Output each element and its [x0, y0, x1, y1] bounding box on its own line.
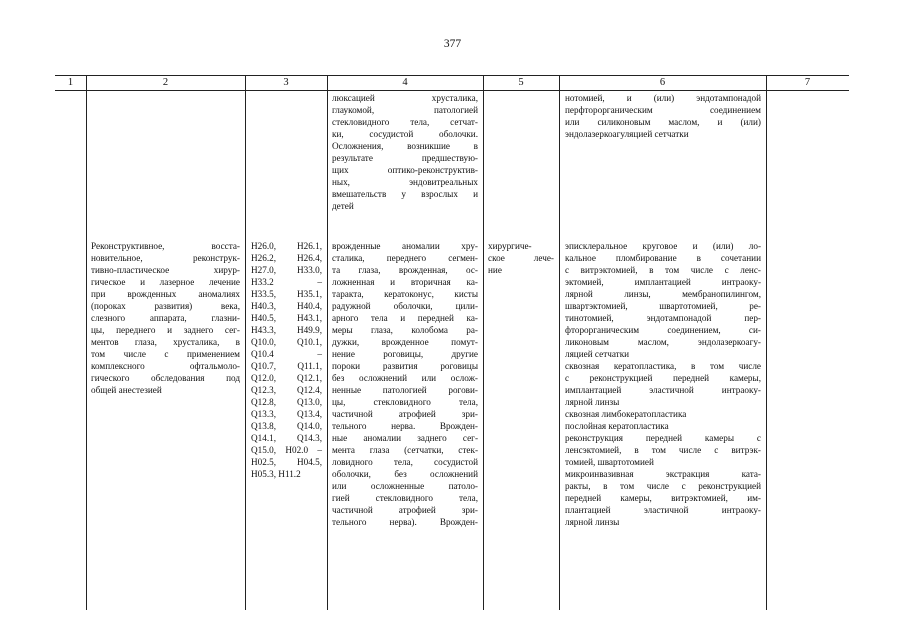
text-line: Q12.8, Q13.0, [251, 397, 322, 407]
treatment-type [488, 240, 554, 276]
text-line: хирургиче- [488, 241, 532, 251]
text-line: ние [488, 265, 502, 275]
text-line: кальное пломбирование в сочетании [565, 253, 761, 263]
text-line: тинотомией, эндотампонадой пер- [565, 313, 761, 323]
column-divider [245, 75, 246, 610]
text-line: Q10.0, Q10.1, [251, 337, 322, 347]
text-line: с реконструкцией передней камеры, [565, 373, 761, 383]
text-line: Осложнения, возникшие в [332, 141, 478, 151]
text-line: ных, эндовитреальных [332, 177, 478, 187]
text-line: Q10.7, Q11.1, [251, 361, 322, 371]
text-line: Q13.8, Q14.0, [251, 421, 322, 431]
text-line: ликоновым маслом, эндолазеркоагу- [565, 337, 761, 347]
table-header-border [55, 90, 849, 91]
text-line: ракты, в том числе с реконструкцией [565, 481, 761, 491]
text-line: ки, сосудистой оболочки. [332, 129, 478, 139]
text-line: эписклеральное круговое и (или) ло- [565, 241, 761, 251]
table-top-border [55, 75, 849, 76]
text-line: фторорганическим соединением, си- [565, 325, 761, 335]
text-line: сквозная кератопластика, в том числе [565, 361, 761, 371]
icd-codes [251, 240, 322, 480]
method-description [91, 240, 240, 396]
text-line: том числе с применением [91, 349, 240, 359]
text-line: Q14.1, Q14.3, [251, 433, 322, 443]
patient-model [332, 240, 478, 528]
text-line: детей [332, 201, 354, 211]
text-line: Реконструктивное, восста- [91, 241, 240, 251]
text-line: H26.0, H26.1, [251, 241, 322, 251]
text-line: комплексного офтальмоло- [91, 361, 240, 371]
treatment-methods [565, 240, 761, 528]
text-line: Q15.0, H02.0 – [251, 445, 322, 455]
text-line: ленсэктомией, в том числе с витрэк- [565, 445, 761, 455]
text-line: слезного аппарата, глазни- [91, 313, 240, 323]
column-divider [483, 75, 484, 610]
column-number-6: 6 [659, 77, 666, 88]
text-line: Q10.4 – [251, 349, 322, 359]
text-line: Q12.0, Q12.1, [251, 373, 322, 383]
text-line: нотомией, и (или) эндотампонадой [565, 93, 761, 103]
text-line: имплантацией эластичной интраоку- [565, 385, 761, 395]
text-line: передней камеры, витрэктомией, им- [565, 493, 761, 503]
text-line: H40.5, H43.1, [251, 313, 322, 323]
column-number-2: 2 [162, 77, 169, 88]
text-line: результате предшествую- [332, 153, 478, 163]
text-line: вмешательств у взрослых и [332, 189, 478, 199]
text-line: при врожденных аномалиях [91, 289, 240, 299]
text-line: или осложненные патоло- [332, 481, 478, 491]
continuation-col6-text [565, 92, 761, 140]
text-line: частичной атрофией зри- [332, 505, 478, 515]
text-line: без осложнений или ослож- [332, 373, 478, 383]
text-line: лярной линзы [565, 517, 620, 527]
text-line: гическое и лазерное лечение [91, 277, 240, 287]
text-line: (пороках развития) века, [91, 301, 240, 311]
text-line: ментов глаза, хрусталика, в [91, 337, 240, 347]
text-line: H33.5, H35.1, [251, 289, 322, 299]
text-line: стекловидного тела, сетчат- [332, 117, 478, 127]
text-line: оболочки, без осложнений [332, 469, 478, 479]
text-line: или силиконовым маслом, и (или) [565, 117, 761, 127]
text-line: новительное, реконструк- [91, 253, 240, 263]
text-line: ненные патологией рогови- [332, 385, 478, 395]
text-line: частичной атрофией зри- [332, 409, 478, 419]
text-line: радужной оболочки, цили- [332, 301, 478, 311]
text-line: та глаза, врожденная, ос- [332, 265, 478, 275]
column-divider [86, 75, 87, 610]
text-line: с витрэктомией, в том числе с ленс- [565, 265, 761, 275]
text-line: арного тела и передней ка- [332, 313, 478, 323]
text-line: H43.3, H49.9, [251, 325, 322, 335]
column-number-3: 3 [283, 77, 289, 88]
text-line: общей анестезией [91, 385, 162, 395]
text-line: цы, переднего и заднего сег- [91, 325, 240, 335]
text-line: реконструкция передней камеры с [565, 433, 761, 443]
text-line: ложненная и вторичная ка- [332, 277, 478, 287]
text-line: сквозная лимбокератопластика [565, 409, 687, 419]
text-line: тивно-пластическое хирур- [91, 265, 240, 275]
column-number-1: 1 [67, 77, 74, 88]
text-line: цы, стекловидного тела, [332, 397, 478, 407]
text-line: Q12.3, Q12.4, [251, 385, 322, 395]
text-line: H27.0, H33.0, [251, 265, 322, 275]
text-line: H05.3, H11.2 [251, 469, 301, 479]
text-line: H33.2 – [251, 277, 322, 287]
column-number-4: 4 [402, 77, 408, 88]
text-line: послойная кератопластика [565, 421, 669, 431]
page-number: 377 [443, 38, 462, 50]
text-line: пороки развития роговицы [332, 361, 478, 371]
column-divider [766, 75, 767, 610]
text-line: томией, швартотомией [565, 457, 654, 467]
column-divider [327, 75, 328, 610]
text-line: микроинвазивная экстракция ката- [565, 469, 761, 479]
text-line: H26.2, H26.4, [251, 253, 322, 263]
text-line: тельного нерва). Врожден- [332, 517, 478, 527]
text-line: плантацией эластичной интраоку- [565, 505, 761, 515]
text-line: мента глаза (сетчатки, стек- [332, 445, 478, 455]
text-line: ляцией сетчатки [565, 349, 630, 359]
text-line: перфторорганическим соединением [565, 105, 761, 115]
text-line: лярной линзы [565, 397, 620, 407]
text-line: глаукомой, патологией [332, 105, 478, 115]
text-line: люксацией хрусталика, [332, 93, 478, 103]
text-line: врожденные аномалии хру- [332, 241, 478, 251]
text-line: ные аномалии заднего сег- [332, 433, 478, 443]
text-line: H02.5, H04.5, [251, 457, 322, 467]
text-line: гией стекловидного тела, [332, 493, 478, 503]
text-line: таракта, кератоконус, кисты [332, 289, 478, 299]
text-line: ское лече- [488, 253, 554, 263]
text-line: эктомией, имплантацией интраоку- [565, 277, 761, 287]
text-line: эндолазеркоагуляцией сетчатки [565, 129, 689, 139]
text-line: Q13.3, Q13.4, [251, 409, 322, 419]
text-line: щих оптико-реконструктив- [332, 165, 478, 175]
text-line: швартэктомией, швартотомией, ре- [565, 301, 761, 311]
text-line: H40.3, H40.4, [251, 301, 322, 311]
text-line: сталика, переднего сегмен- [332, 253, 478, 263]
text-line: ловидного тела, сосудистой [332, 457, 478, 467]
column-divider [559, 75, 560, 610]
text-line: нение роговицы, другие [332, 349, 478, 359]
column-number-7: 7 [804, 77, 811, 88]
text-line: тельного нерва. Врожден- [332, 421, 478, 431]
continuation-col4-text [332, 92, 478, 212]
text-line: лярной линзы, мембранопилингом, [565, 289, 761, 299]
text-line: меры глаза, колобома ра- [332, 325, 478, 335]
text-line: дужки, врожденное помут- [332, 337, 478, 347]
text-line: гического обследования под [91, 373, 240, 383]
column-number-5: 5 [518, 77, 524, 88]
